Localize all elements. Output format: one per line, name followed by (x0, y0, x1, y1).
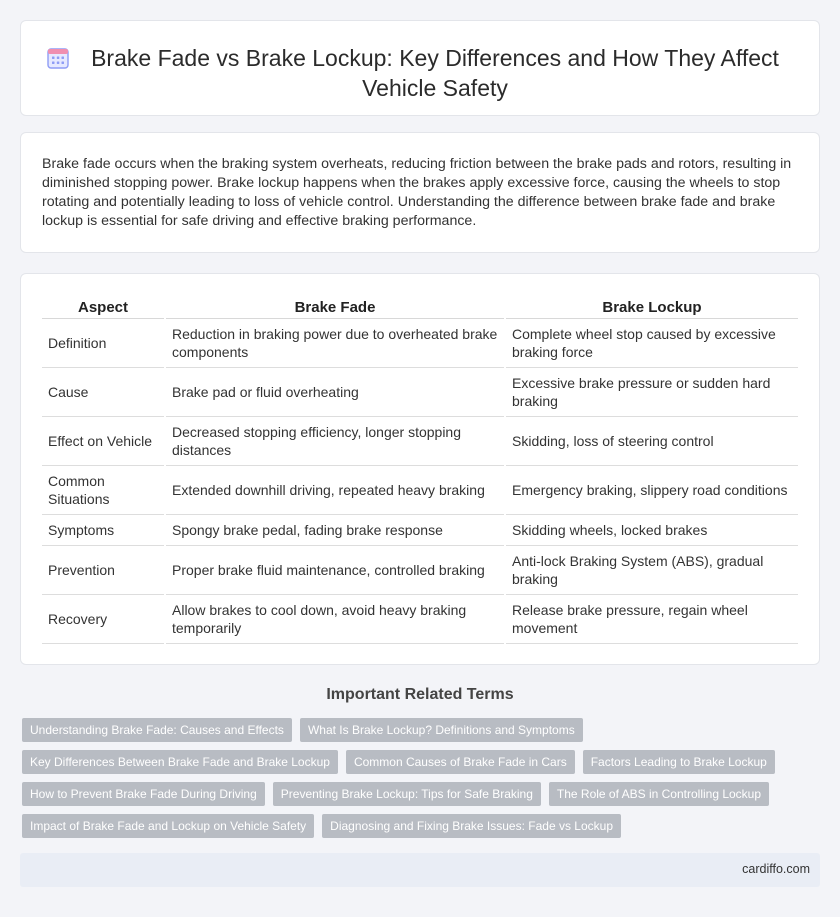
cell-aspect: Prevention (42, 545, 165, 594)
cell-brake-fade: Brake pad or fluid overheating (165, 367, 505, 416)
cell-brake-lockup: Anti-lock Braking System (ABS), gradual braking (505, 545, 798, 594)
related-term-tag[interactable]: Diagnosing and Fixing Brake Issues: Fade vs Lockup (322, 814, 621, 838)
cell-brake-lockup: Emergency braking, slippery road conditions (505, 465, 798, 514)
header-brake-lockup: Brake Lockup (505, 296, 798, 318)
page-title: Brake Fade vs Brake Lockup: Key Differences and How They Affect Vehicle Safety (91, 45, 779, 101)
related-terms-title: Important Related Terms (326, 686, 514, 703)
related-term-tag[interactable]: Factors Leading to Brake Lockup (583, 750, 775, 774)
related-term-tag[interactable]: Preventing Brake Lockup: Tips for Safe Braking (273, 782, 541, 806)
intro-card (20, 132, 820, 253)
related-term-tag[interactable]: What Is Brake Lockup? Definitions and Symptoms (300, 718, 583, 742)
cell-brake-fade: Proper brake fluid maintenance, controlled braking (165, 545, 505, 594)
cell-brake-lockup: Release brake pressure, regain wheel movement (505, 594, 798, 643)
title-card (20, 20, 820, 116)
cell-brake-fade: Extended downhill driving, repeated heavy braking (165, 465, 505, 514)
cell-brake-fade: Reduction in braking power due to overheated brake components (165, 318, 505, 367)
comparison-table (42, 296, 798, 644)
header-brake-fade: Brake Fade (165, 296, 505, 318)
cell-brake-lockup: Complete wheel stop caused by excessive braking force (505, 318, 798, 367)
cell-brake-fade: Decreased stopping efficiency, longer stopping distances (165, 416, 505, 465)
table-header-row (42, 296, 798, 318)
table-row (42, 545, 798, 594)
related-terms-list (22, 718, 782, 838)
table-row (42, 416, 798, 465)
header-aspect: Aspect (42, 296, 165, 318)
footer-site-link[interactable]: cardiffo.com (742, 862, 810, 876)
cell-aspect: Effect on Vehicle (42, 416, 165, 465)
related-term-tag[interactable]: The Role of ABS in Controlling Lockup (549, 782, 769, 806)
cell-brake-lockup: Skidding, loss of steering control (505, 416, 798, 465)
cell-aspect: Definition (42, 318, 165, 367)
related-term-tag[interactable]: Understanding Brake Fade: Causes and Effects (22, 718, 292, 742)
related-term-tag[interactable]: Key Differences Between Brake Fade and Brake Lockup (22, 750, 338, 774)
table-row (42, 318, 798, 367)
related-term-tag[interactable]: Impact of Brake Fade and Lockup on Vehicle Safety (22, 814, 314, 838)
table-row (42, 594, 798, 643)
comparison-card (20, 273, 820, 665)
cell-brake-lockup: Excessive brake pressure or sudden hard braking (505, 367, 798, 416)
footer (20, 853, 820, 887)
cell-brake-fade: Allow brakes to cool down, avoid heavy braking temporarily (165, 594, 505, 643)
related-term-tag[interactable]: Common Causes of Brake Fade in Cars (346, 750, 575, 774)
intro-paragraph: Brake fade occurs when the braking system overheats, reducing friction between the brake pads and rotors, resulting in diminished stopping power. Brake lockup happens when the brakes apply excessive force, causing the wheels to stop rotating and potentially leading to loss of vehicle control. Understanding the difference between brake fade and brake lockup is essential for safe driving and effective braking performance. (42, 156, 792, 229)
cell-brake-lockup: Skidding wheels, locked brakes (505, 514, 798, 545)
table-row (42, 367, 798, 416)
table-row (42, 514, 798, 545)
related-term-tag[interactable]: How to Prevent Brake Fade During Driving (22, 782, 265, 806)
cell-brake-fade: Spongy brake pedal, fading brake response (165, 514, 505, 545)
cell-aspect: Cause (42, 367, 165, 416)
table-row (42, 465, 798, 514)
cell-aspect: Recovery (42, 594, 165, 643)
cell-aspect: Common Situations (42, 465, 165, 514)
cell-aspect: Symptoms (42, 514, 165, 545)
